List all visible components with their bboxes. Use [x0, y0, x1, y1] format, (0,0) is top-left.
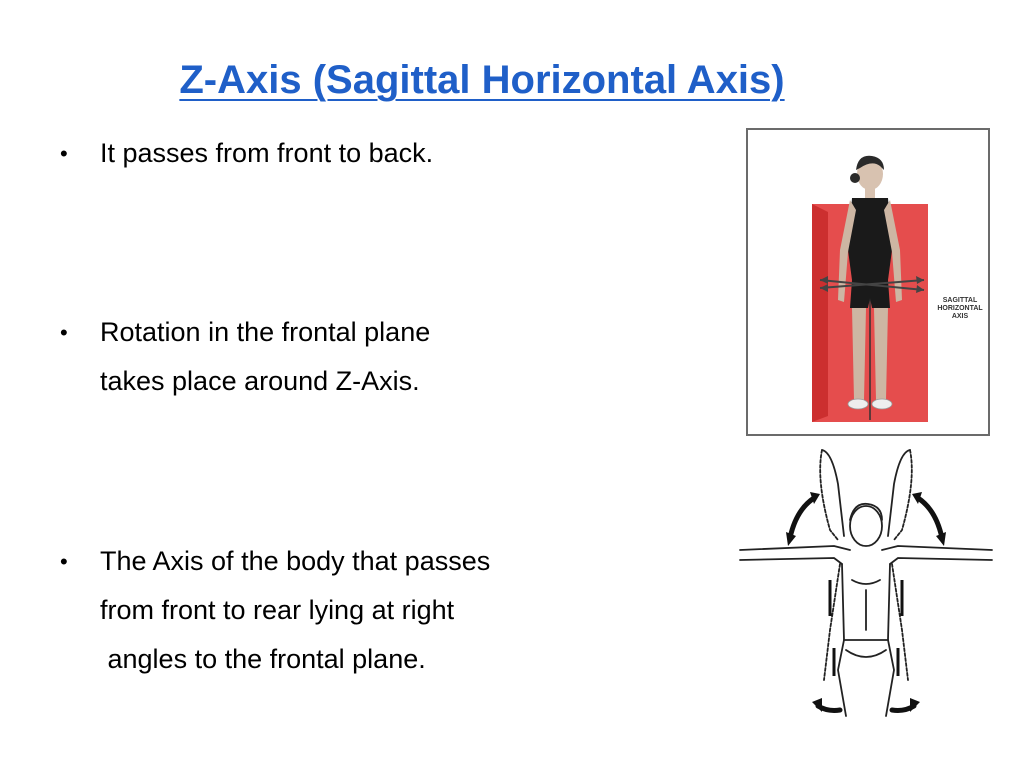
bullet-text	[100, 537, 490, 684]
label-line: HORIZONTAL	[937, 305, 983, 312]
neck	[865, 188, 875, 198]
label-line: AXIS	[951, 313, 969, 320]
horizontal-right-arm	[882, 546, 992, 550]
lowered-left-arm	[824, 564, 840, 680]
abduction-line-drawing	[734, 440, 998, 722]
bullet-line: takes place around Z-Axis.	[100, 366, 420, 396]
bullet-dot: •	[60, 320, 68, 345]
rotation-arrow-upper-left	[790, 498, 814, 538]
frontal-plane-edge	[812, 204, 828, 422]
sagittal-axis-figure	[746, 128, 990, 436]
bullet-line: The Axis of the body that passes	[100, 546, 491, 576]
raised-left-arm-outline	[822, 450, 844, 536]
sagittal-horizontal-axis-label	[932, 297, 988, 321]
arrow-head	[786, 532, 796, 546]
bullet-dot: •	[60, 141, 68, 166]
horizontal-left-arm	[740, 546, 850, 550]
right-leg	[874, 308, 888, 400]
label-line: SAGITTAL	[942, 297, 978, 304]
right-leg	[886, 640, 894, 716]
raised-right-arm-outline	[888, 450, 910, 536]
slide-title: Z-Axis (Sagittal Horizontal Axis)	[179, 58, 785, 102]
arrow-head	[936, 532, 946, 546]
bullet-dot: •	[60, 549, 68, 574]
raised-left-arm	[820, 450, 838, 540]
bullet-line: angles to the frontal plane.	[100, 644, 426, 674]
bullet-line: It passes from front to back.	[100, 138, 434, 168]
head	[850, 506, 882, 546]
chest	[852, 580, 880, 584]
bullet-line: from front to rear lying at right	[100, 595, 455, 625]
abduction-figure	[734, 440, 998, 722]
left-leg	[838, 640, 846, 716]
standing-figure-illustration	[748, 130, 988, 434]
horizontal-right-arm-lower	[890, 558, 992, 564]
right-shoe	[872, 399, 892, 409]
left-leg	[852, 308, 866, 400]
arrow-head	[910, 698, 920, 712]
lowered-right-arm	[892, 564, 908, 680]
bullet-line: Rotation in the frontal plane	[100, 317, 431, 347]
left-shoe	[848, 399, 868, 409]
raised-right-arm	[894, 450, 912, 540]
bullet-text	[100, 129, 433, 178]
briefs	[846, 650, 886, 657]
bullet-text	[100, 308, 430, 406]
rotation-arrow-upper-right	[918, 498, 942, 538]
horizontal-left-arm-lower	[740, 558, 842, 564]
arrow-head	[812, 698, 822, 712]
hair-bun	[850, 173, 860, 183]
